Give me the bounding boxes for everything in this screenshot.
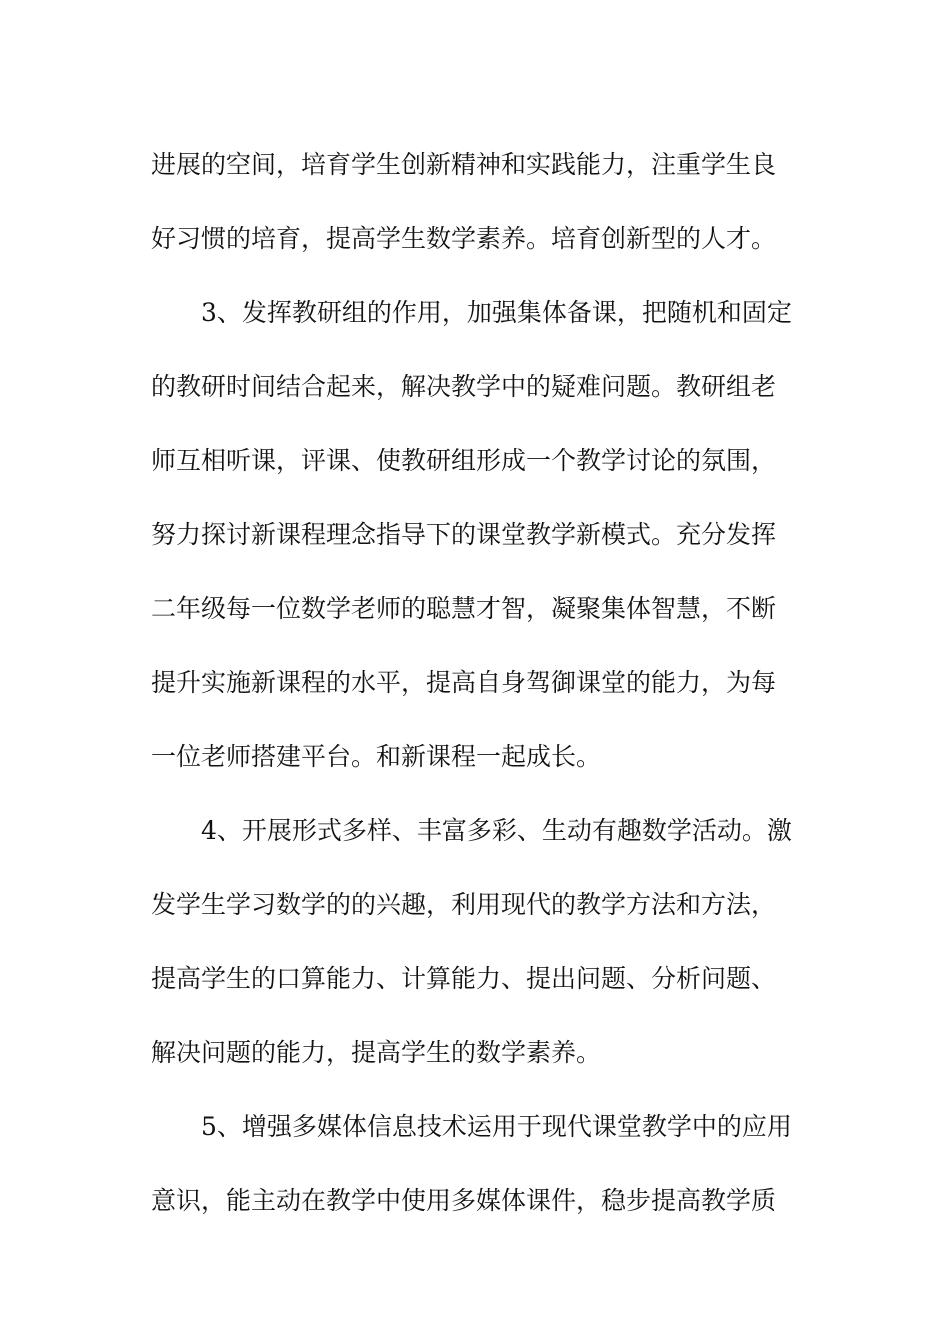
text-line: 二年级每一位数学老师的聪慧才智，凝聚集体智慧，不断 [151, 594, 777, 623]
text-line: 提升实施新课程的水平，提高自身驾御课堂的能力，为每 [151, 668, 777, 697]
text-line: 师互相听课，评课、使教研组形成一个教学讨论的氛围， [151, 446, 777, 475]
text-line: 进展的空间，培育学生创新精神和实践能力，注重学生良 [151, 150, 777, 179]
text-line: 的教研时间结合起来，解决教学中的疑难问题。教研组老 [151, 372, 777, 401]
text-line: 解决问题的能力，提高学生的数学素养。 [151, 1038, 602, 1067]
text-line: 好习惯的培育，提高学生数学素养。培育创新型的人才。 [151, 224, 777, 253]
body-text [151, 128, 811, 1238]
text-line: 意识，能主动在教学中使用多媒体课件，稳步提高教学质 [151, 1186, 777, 1215]
text-line: 3、发挥教研组的作用，加强集体备课，把随机和固定 [201, 298, 792, 327]
text-line: 提高学生的口算能力、计算能力、提出问题、分析问题、 [151, 964, 777, 993]
text-line: 努力探讨新课程理念指导下的课堂教学新模式。充分发挥 [151, 520, 777, 549]
text-line: 发学生学习数学的的兴趣，利用现代的教学方法和方法， [151, 890, 777, 919]
text-line: 5、增强多媒体信息技术运用于现代课堂教学中的应用 [201, 1112, 792, 1141]
text-line: 4、开展形式多样、丰富多彩、生动有趣数学活动。激 [201, 816, 792, 845]
text-line: 一位老师搭建平台。和新课程一起成长。 [151, 742, 602, 771]
